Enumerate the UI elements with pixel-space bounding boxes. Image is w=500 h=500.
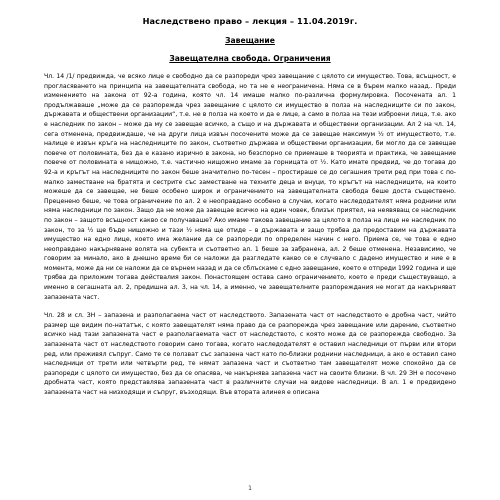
document-title: Наследствено право – лекция – 11.04.2019г. xyxy=(142,16,358,26)
page-number: 1 xyxy=(248,485,252,492)
sub-heading: Завещателна свобода. Ограничения xyxy=(169,54,331,63)
section-heading: Завещание xyxy=(225,36,275,45)
paragraph-2: Чл. 28 и сл. ЗН – запазена и разполагаема част от наследството. Запазената част от наследството е дробна част, чийто размер ще видим по-нататък, с която завещателят няма право да се разпорежда чрез завещание или дарение, съответно всичко над тази запазената част е разполагаемата част от наследството, с която може да се разпорежда свободно. За запазената част от наследството говорим само тогава, когато наследодателят е оставил наследници от първи или втори ред, или преживял съпруг. Само те се ползват със запазена част като по-близки роднини наследници, а ако е оставил само наследници от трети или четвърти ред, те нямат запазена част и съответно там завещателят може спокойно да се разпореди с цялото си имущество, без да се опасява, че накърнява запазена част на своите близки. В чл. 29 ЗН е посочено дробната част, която представлява запазената част в различните случаи на видове наследници. В ал. 1 е предвидено запазената част на низходящи и съпруг, възходящи. Във втората алинея е описана xyxy=(44,312,456,396)
paragraph-1: Чл. 14 /1/ предвижда, че всяко лице е свободно да се разпореди чрез завещание с цялото си имущество. Това, всъщност, е прогласяването на принципа на завещателната свобода, но та не е неограничена. Няма се в бърем малко назад.. Преди изменението на закона от 92-а година, която чл. 14 имаше малко по-различна формулировка. Посочената ал. 1 продължаваше „може да се разпорежда чрез завещание с цялото си имущество в полза на наследниците си по закон, държавата и обществени организации“, т.е. не в полза на което и да е лице, а само в полза на тези изброени лица, т.е. ако е наследник по закон – може да му се завещае всичко, а също и на държавата и обществени организации. Ал 2 на чл. 14, сега отменена, предвиждаше, че на други лица извън посочените може да се завещае максимум ½ от имуществото, т.е. налице е извън кръга на наследниците по закон, съответно държава и обществени организации, би могло да се завещае повече от половината, без да е казано изрично в закона, но безспорно се приемаше в теорията и практика, че завещание повече от половината е нищожно, т.е. частично нищожно имаме за горницата от ½. Като имате предвид, че до тогава до 92-а и кръгът на наследниците по закон беше значително по-тесен – простираше се до сегашния трети ред при това с по-малко заместване на братята и сестрите със заместване на техните деца и внуци, то кръгът на наследниците, на които можеше да се завещае, не беше особено широк и ограничението на завещателната свобода беше доста съществено. Преценено беше, че това ограничение по ал. 2 е неоправдано особено в случаи, когато наследодателят няма роднини или няма наследници по закон. Защо да не може да завещае всичко на един човек, близък приятел, на неявяващ се наследник по закон – защото всъщност какво се получаваше? Ако имаме такова завещание за цялото в полза на лице не наследник по закон, то за ½ ще бъде нищожно и тази ½ няма ще отиде – в държавата и защо трябва да предоставим на държавата имущество на едно лице, което има желание да се разпореди по определен начин с него. Приема се, че това е едно неоправдано накърняване волята на субекта и съответно ал. 1 беше за забранена, ал. 2 беше отменена. Независимо, че говорим за минало, ако в днешно време би се наложи да разгледате какво се е случвало с дадено имущество и ние е в момента, може да ни се наложи да се върнем назад и да се сблъскаме с едно завещание, което е отпреди 1992 година и ще трябва да приложим тогава действалия закон. Понастоящем остава само ограничението, което е преди съществуващо, а именно в сегашната ал. 2, предишна ал. 3, на чл. 14, а именно, че завещателните разпореждания не могат да накърняват запазената част. xyxy=(44,73,456,301)
